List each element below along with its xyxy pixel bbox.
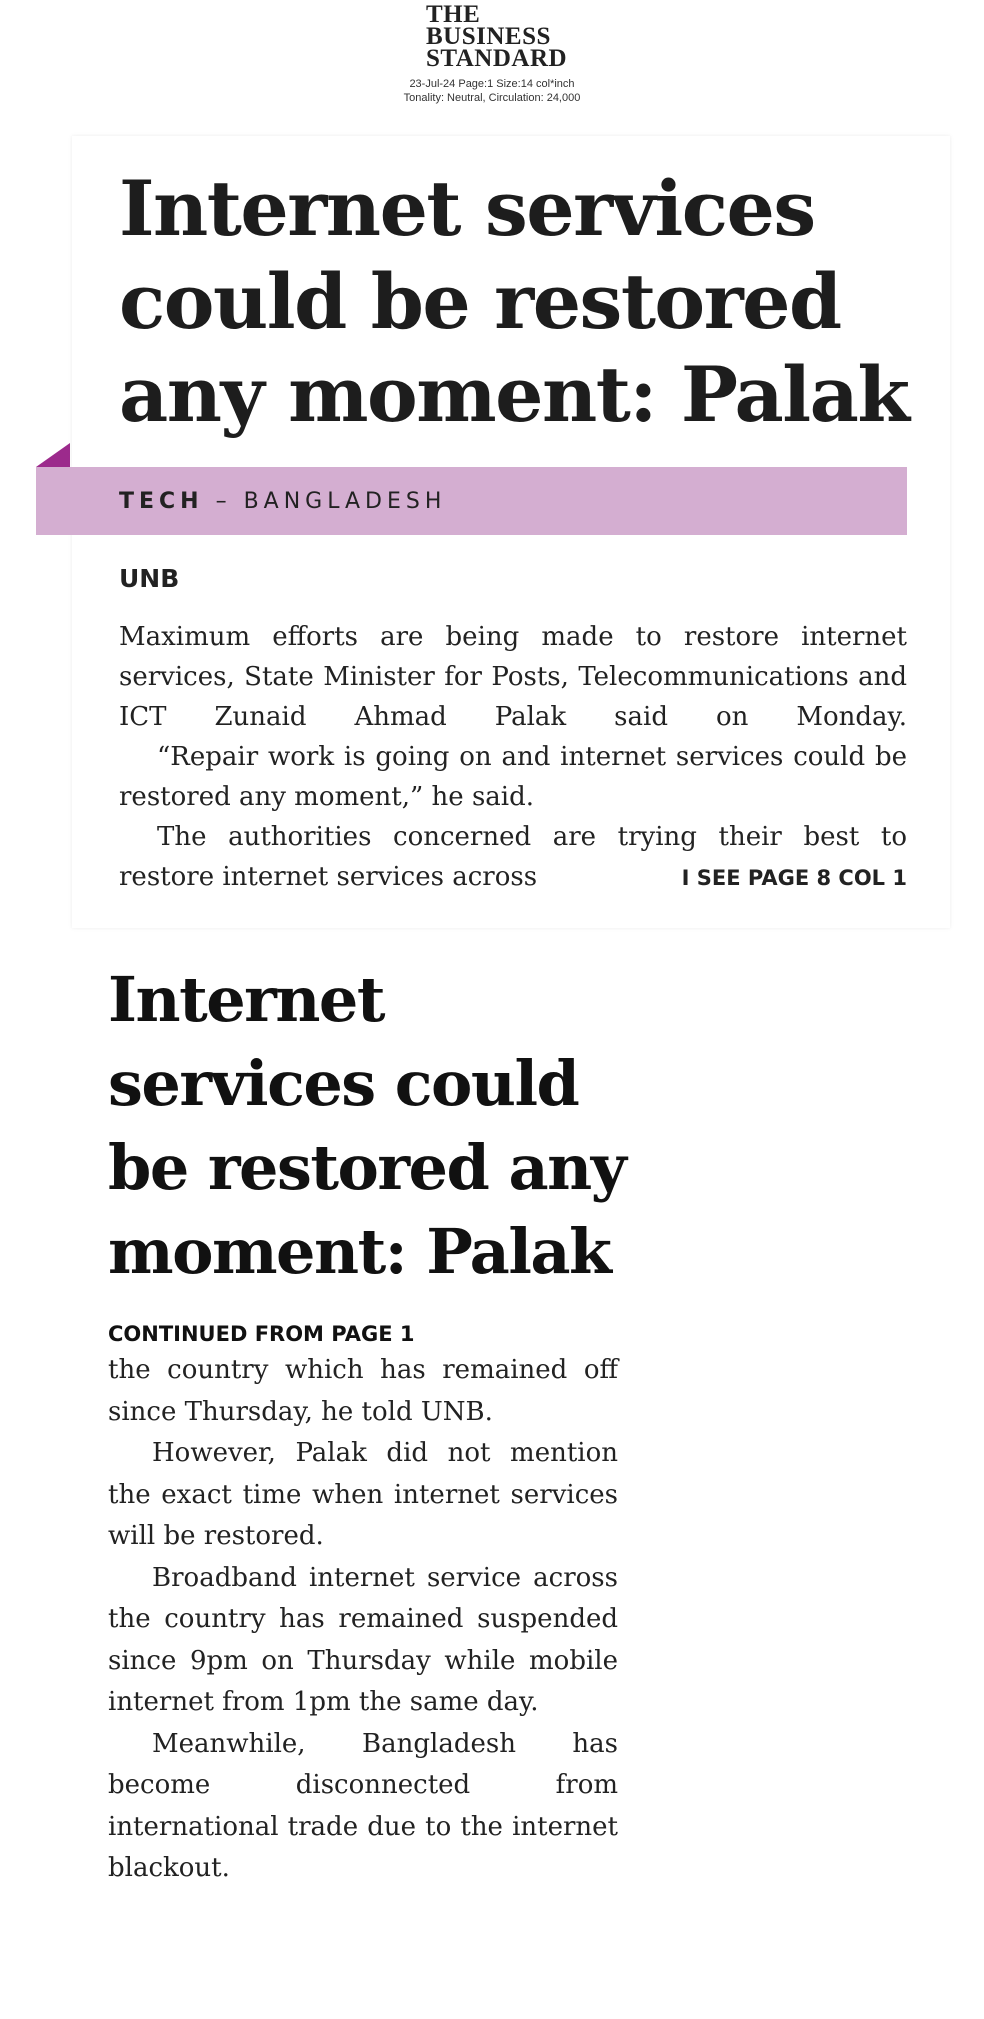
clip-metadata-tonality: Tonality: Neutral, Circulation: 24,000 [403,92,581,104]
section-band [36,467,907,535]
jump-reference: I SEE PAGE 8 COL 1 [681,866,907,890]
byline: UNB [119,564,180,593]
body-paragraph: Meanwhile, Bangladesh has become disconnected from international trade due to the internet blackout. [108,1728,618,1883]
logo-line: THE [426,1,481,28]
headline-line: could be restored [119,257,841,346]
front-body [119,617,907,898]
section-label-rest: – BANGLADESH [203,489,447,514]
headline-line: Internet services [119,164,815,253]
section-band-corner [36,443,70,467]
continuation-body [108,1350,618,1890]
body-paragraph: “Repair work is going on and internet services could be restored any moment,” he said. [119,742,907,812]
headline-line: moment: Palak [108,1215,611,1288]
body-paragraph: Maximum efforts are being made to restore internet services, State Minister for Posts, Telecommunications and ICT Zunaid Ahmad Palak said on Monday. [119,622,907,732]
headline-line: any moment: Palak [119,350,909,439]
body-last-line-text: restore internet services across [119,862,538,892]
body-last-line [119,857,907,898]
body-paragraph: The authorities concerned are trying their best to [157,822,907,852]
clip-metadata-date: 23-Jul-24 Page:1 Size:14 col*inch [409,78,575,90]
publication-logo [426,1,568,72]
section-label-bold: TECH [119,489,204,514]
body-paragraph: However, Palak did not mention the exact time when internet services will be restored. [108,1438,618,1551]
body-paragraph: the country which has remained off since Thursday, he told UNB. [108,1355,618,1427]
continued-label: CONTINUED FROM PAGE 1 [108,1322,415,1346]
headline-line: Internet [108,963,384,1036]
front-headline [119,162,919,441]
headline-line: services could [108,1047,579,1120]
body-paragraph: Broadband internet service across the country has remained suspended since 9pm on Thursday while mobile internet from 1pm the same day. [108,1562,618,1717]
headline-line: be restored any [108,1131,626,1204]
section-label [119,489,446,514]
logo-line: STANDARD [426,45,568,72]
logo-line: BUSINESS [426,23,551,50]
continuation-headline [108,958,648,1294]
